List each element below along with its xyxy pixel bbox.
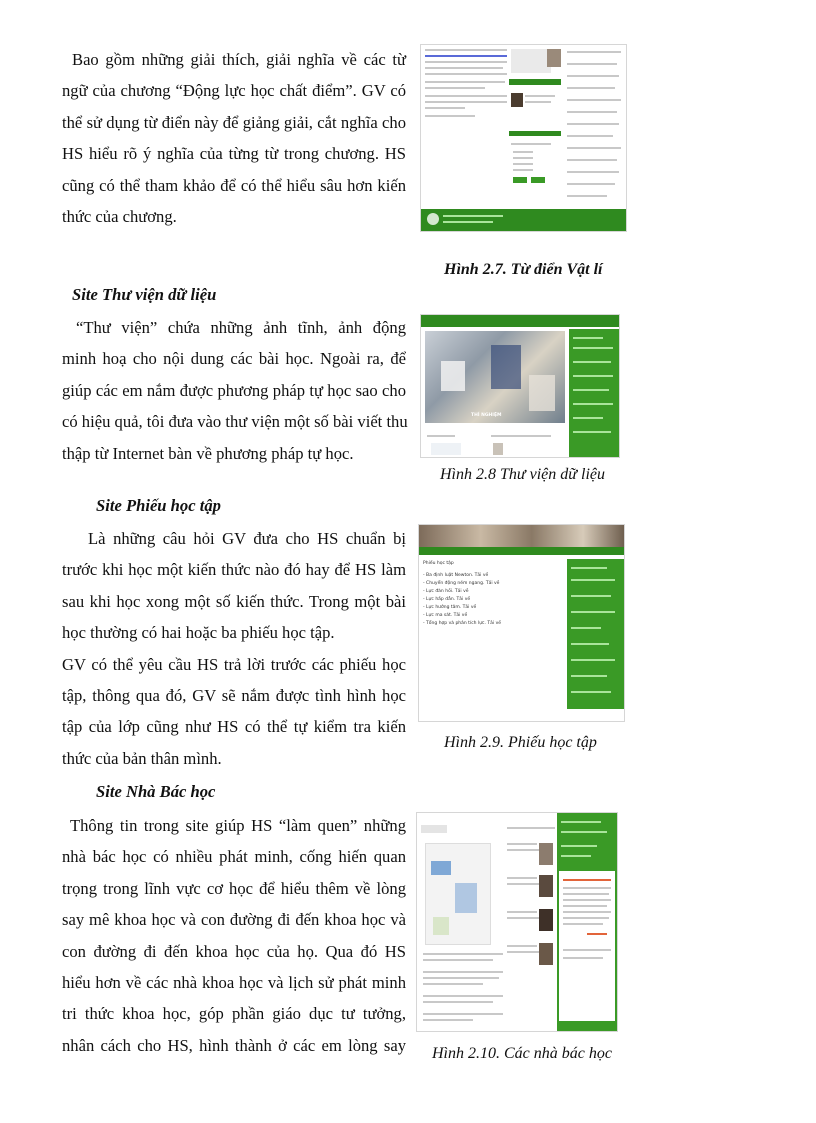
text-line: tập của lớp cũng như HS có thể tự kiểm tra kiến [62, 717, 406, 737]
text-line: nhà bác học có nhiều phát minh, cống hiến quan [62, 847, 406, 867]
worksheet-item: - Lực hướng tâm. Tải về [423, 605, 477, 610]
text-line: tập, thông qua đó, GV sẽ nắm được tình hình học [62, 686, 406, 706]
text-line: thức của bản thân mình. [62, 748, 222, 768]
library-paragraph [62, 312, 406, 469]
text-line: GV có thể yêu cầu HS trả lời trước các phiếu học [62, 654, 406, 674]
text-line: minh hoạ cho nội dung các bài học. Ngoài ra, để [62, 349, 406, 369]
text-line: Bao gồm những giải thích, giải nghĩa về các từ [72, 50, 406, 69]
figure-dictionary-screenshot [420, 44, 627, 232]
scientists-paragraph [62, 810, 406, 1061]
text-line: trọng trong lĩnh vực cơ học để hiểu thêm về lòng [62, 878, 406, 898]
text-line: tri thức khoa học, góp phần giáo dục tư tưởng, [62, 1004, 406, 1024]
text-line: Thông tin trong site giúp HS “làm quen” những [70, 816, 406, 835]
caption-fig-2-7: Hình 2.7. Từ điển Vật lí [444, 261, 603, 278]
figure-scientists-screenshot [416, 812, 618, 1032]
text-line: sau khi học xong một số kiến thức. Trong một bài [62, 591, 406, 611]
worksheet-paragraph [62, 523, 406, 774]
intro-paragraph [62, 44, 406, 232]
text-line: con đường đi đến khoa học của họ. Qua đó HS [62, 941, 406, 961]
text-line: ngữ của chương “Động lực học chất điểm”. GV có [62, 81, 406, 101]
text-line: trước khi học một kiến thức nào đó hay để HS làm [62, 560, 406, 580]
text-line: giúp các em nắm được phương pháp tự học sao cho [62, 380, 406, 400]
caption-fig-2-9: Hình 2.9. Phiếu học tập [444, 734, 597, 751]
worksheet-item: - Lực ma sát. Tải về [423, 613, 468, 618]
figure-worksheet-screenshot: Phiếu học tập - Ba định luật Newton. Tải về - Chuyển động ném ngang. Tải về - Lực đàn hồi. Tải về - Lực hấp dẫn. Tải về - Lực hướng tâm. Tải về - Lực ma sát. Tải về - Tổng hợp và phân tích lực. Tải về [418, 524, 625, 722]
text-line: hiểu hơn về các nhà khoa học và lịch sử phát minh [62, 973, 406, 993]
text-line: học thường có hai hoặc ba phiếu học tập. [62, 623, 335, 643]
heading-worksheet: Site Phiếu học tập [96, 496, 221, 515]
worksheet-item: - Chuyển động ném ngang. Tải về [423, 581, 500, 586]
worksheet-item: - Tổng hợp và phân tích lực. Tải về [423, 621, 502, 626]
photo-label: THÍ NGHIỆM [471, 413, 502, 418]
text-line: thập từ Internet bàn về phương pháp tự học. [62, 443, 354, 463]
worksheet-item: - Lực đàn hồi. Tải về [423, 589, 469, 594]
text-line: HS hiểu rõ ý nghĩa của từng từ trong chương. HS [62, 144, 406, 164]
text-line: nhân cách cho HS, hình thành ở các em lòng say [62, 1035, 406, 1055]
caption-fig-2-10: Hình 2.10. Các nhà bác học [432, 1045, 612, 1062]
text-line: thể sử dụng từ điển này để giảng giải, cắt nghĩa cho [62, 112, 406, 132]
text-line: cũng có thể tham khảo để có thể hiểu sâu hơn kiến [62, 175, 406, 195]
worksheet-item: - Ba định luật Newton. Tải về [423, 573, 489, 578]
heading-library: Site Thư viện dữ liệu [72, 285, 217, 304]
figure-library-screenshot [420, 314, 620, 458]
text-line: thức của chương. [62, 207, 177, 227]
text-line: Là những câu hỏi GV đưa cho HS chuẩn bị [88, 529, 406, 548]
caption-fig-2-8: Hình 2.8 Thư viện dữ liệu [440, 466, 605, 483]
text-line: có hiệu quả, tôi đưa vào thư viện một số bài viết thu [62, 412, 408, 432]
text-line: “Thư viện” chứa những ảnh tĩnh, ảnh động [76, 318, 406, 337]
text-line: say mê khoa học và con đường đi đến khoa học và [62, 910, 406, 930]
heading-scientists: Site Nhà Bác học [96, 782, 216, 801]
worksheet-item: - Lực hấp dẫn. Tải về [423, 597, 471, 602]
